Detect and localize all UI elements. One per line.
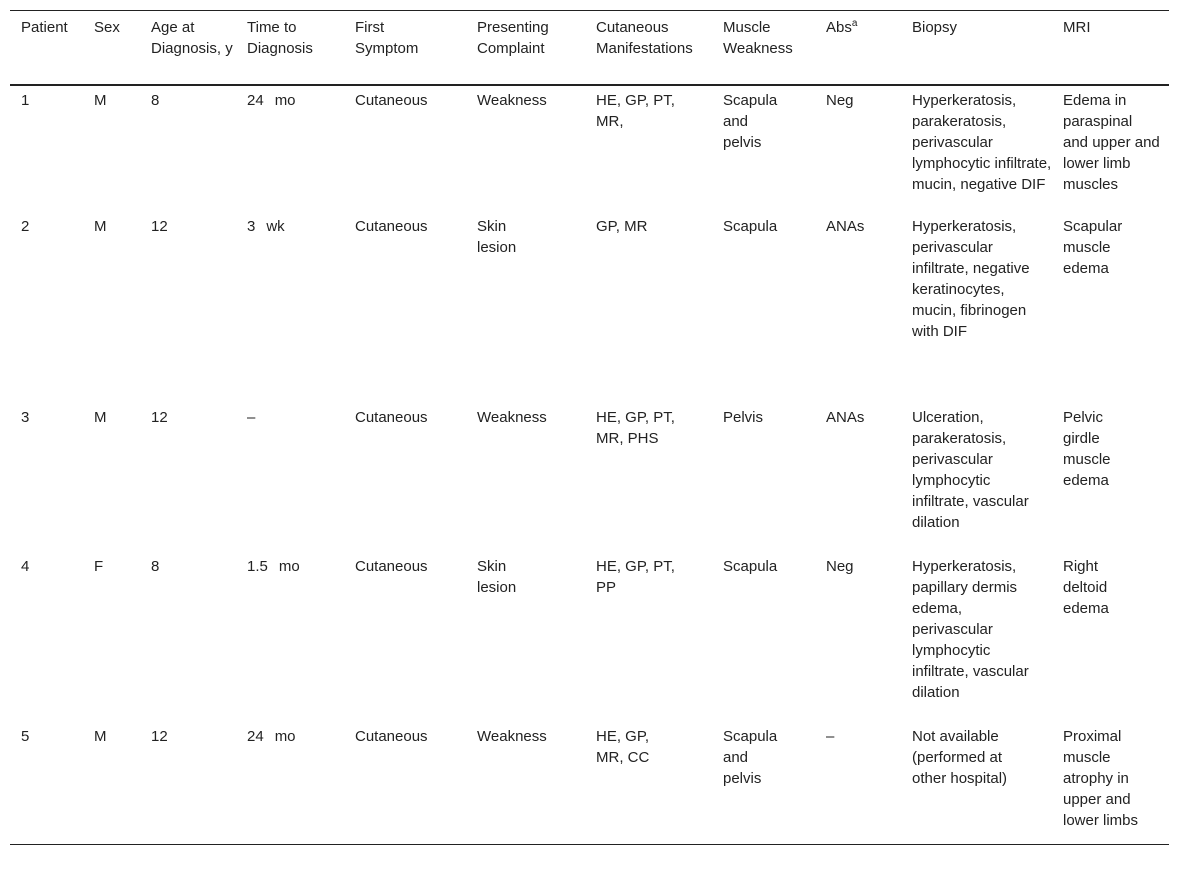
cell-sex: F: [94, 558, 104, 575]
time-value: 24: [247, 92, 264, 109]
cell-age: 12: [151, 218, 168, 235]
cell-mri: Pelvic girdle muscle edema: [1063, 409, 1111, 489]
header-cutaneous: Cutaneous Manifestations: [596, 19, 693, 57]
cell-presenting: Skin lesion: [477, 218, 517, 256]
cell-patient: 5: [21, 728, 30, 745]
cell-presenting: Skin lesion: [477, 558, 517, 596]
cell-sex: M: [94, 728, 107, 745]
cell-age: 8: [151, 92, 160, 109]
table-row: [10, 85, 1169, 212]
header-abs: [815, 11, 901, 86]
cell-age: 12: [151, 728, 168, 745]
cell-presenting: Weakness: [477, 409, 547, 426]
table-row: [10, 722, 1169, 845]
cell-sex: M: [94, 218, 107, 235]
cell-biopsy: Hyperkeratosis, perivascular infiltrate, negative keratinocytes, mucin, fibrinogen with DIF: [912, 218, 1030, 340]
time-unit: mo: [274, 728, 296, 745]
patient-table-container: [10, 10, 1169, 845]
cell-first-symptom: Cutaneous: [355, 409, 428, 426]
cell-mri: Right deltoid edema: [1063, 558, 1109, 617]
cell-age: 8: [151, 558, 160, 575]
header-first-symptom: First Symptom: [355, 19, 419, 57]
cell-first-symptom: Cutaneous: [355, 728, 428, 745]
time-unit: mo: [274, 92, 296, 109]
time-value: 24: [247, 728, 264, 745]
cell-sex: M: [94, 92, 107, 109]
cell-patient: 3: [21, 409, 30, 426]
header-abs-footnote: a: [851, 18, 858, 29]
cell-time: [236, 212, 344, 403]
cell-abs: Neg: [826, 92, 854, 109]
cell-abs: –: [826, 728, 835, 745]
cell-patient: 4: [21, 558, 30, 575]
cell-muscle: Scapula: [723, 218, 778, 235]
cell-age: 12: [151, 409, 168, 426]
cell-cutaneous: HE, GP, PT, PP: [596, 558, 675, 596]
cell-first-symptom: Cutaneous: [355, 218, 428, 235]
cell-biopsy: Not available (performed at other hospital): [912, 728, 1008, 787]
cell-presenting: Weakness: [477, 728, 547, 745]
cell-presenting: Weakness: [477, 92, 547, 109]
cell-sex: M: [94, 409, 107, 426]
time-unit: mo: [278, 558, 300, 575]
cell-abs: ANAs: [826, 409, 865, 426]
cell-muscle: Scapula and pelvis: [723, 728, 778, 787]
header-mri: MRI: [1063, 19, 1091, 36]
table-row: [10, 403, 1169, 552]
cell-time: [236, 552, 344, 722]
header-presenting: Presenting Complaint: [477, 19, 549, 57]
cell-abs: ANAs: [826, 218, 865, 235]
cell-biopsy: Hyperkeratosis, papillary dermis edema, perivascular lymphocytic infiltrate, vascular dilation: [912, 558, 1029, 701]
cell-biopsy: Ulceration, parakeratosis, perivascular lymphocytic infiltrate, vascular dilation: [912, 409, 1029, 531]
cell-time: [236, 722, 344, 845]
time-value: 3: [247, 218, 256, 235]
header-abs-label: Abs: [826, 19, 852, 36]
cell-biopsy: Hyperkeratosis, parakeratosis, perivascular lymphocytic infiltrate, mucin, negative DIF: [912, 92, 1052, 193]
header-sex: Sex: [94, 19, 120, 36]
cell-time: [236, 85, 344, 212]
cell-cutaneous: HE, GP, PT, MR,: [596, 92, 675, 130]
time-value: 1.5: [247, 558, 268, 575]
header-time: Time to Diagnosis: [247, 19, 313, 57]
header-age: Age at Diagnosis, y: [151, 19, 233, 57]
cell-cutaneous: HE, GP, PT, MR, PHS: [596, 409, 675, 447]
time-unit: wk: [266, 218, 285, 235]
cell-muscle: Scapula: [723, 558, 778, 575]
time-value: –: [247, 409, 256, 426]
cell-time: [236, 403, 344, 552]
cell-abs: Neg: [826, 558, 854, 575]
cell-first-symptom: Cutaneous: [355, 558, 428, 575]
header-muscle: Muscle Weakness: [723, 19, 793, 57]
header-patient: Patient: [21, 19, 68, 36]
cell-muscle: Pelvis: [723, 409, 764, 426]
cell-muscle: Scapula and pelvis: [723, 92, 778, 151]
cell-mri: Edema in paraspinal and upper and lower limb muscles: [1063, 92, 1160, 193]
cell-mri: Proximal muscle atrophy in upper and lower limbs: [1063, 728, 1139, 829]
header-row: [10, 11, 1169, 86]
patient-characteristics-table: [10, 10, 1169, 845]
cell-patient: 1: [21, 92, 30, 109]
cell-mri: Scapular muscle edema: [1063, 218, 1123, 277]
cell-first-symptom: Cutaneous: [355, 92, 428, 109]
table-row: [10, 552, 1169, 722]
cell-patient: 2: [21, 218, 30, 235]
cell-cutaneous: HE, GP, MR, CC: [596, 728, 650, 766]
header-biopsy: Biopsy: [912, 19, 958, 36]
cell-cutaneous: GP, MR: [596, 218, 648, 235]
table-row: [10, 212, 1169, 403]
